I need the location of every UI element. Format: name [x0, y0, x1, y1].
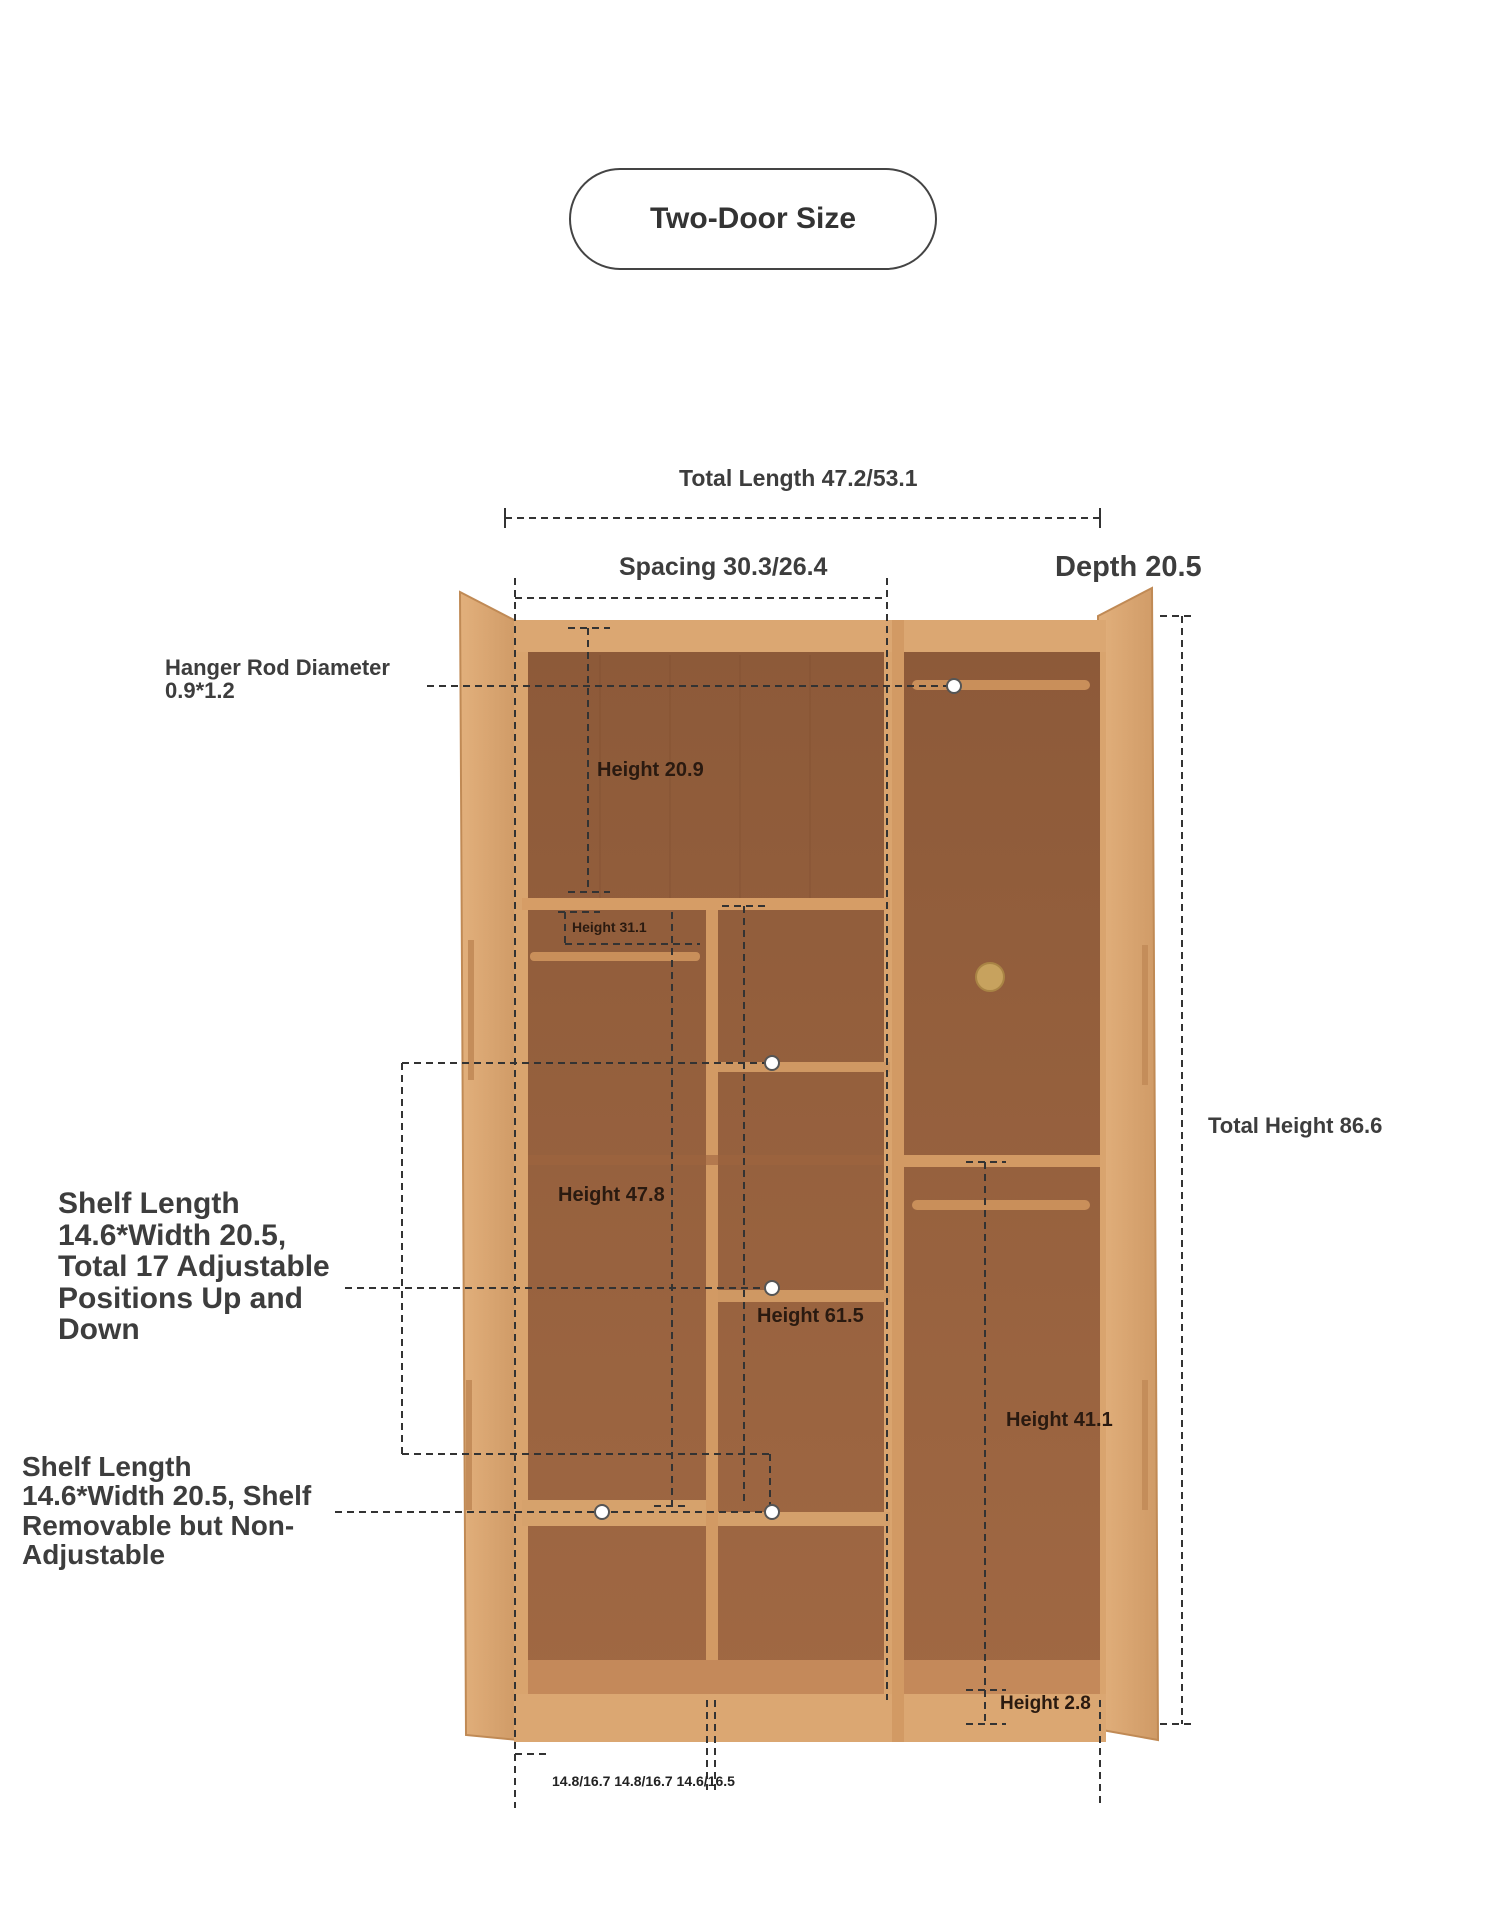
left-door [460, 592, 518, 1740]
height-41-1-label: Height 41.1 [1006, 1409, 1113, 1431]
depth-label: Depth 20.5 [1055, 551, 1202, 583]
spacing-label: Spacing 30.3/26.4 [619, 553, 828, 581]
height-61-5-label: Height 61.5 [757, 1305, 864, 1327]
height-47-8-label: Height 47.8 [558, 1184, 665, 1206]
bottom-widths-label: 14.8/16.7 14.8/16.7 14.6/16.5 [552, 1773, 735, 1789]
title-pill [569, 168, 937, 270]
right-cabinet [892, 620, 1106, 1742]
shelf-adjustable-label: Shelf Length 14.6*Width 20.5, Total 17 Adjustable Positions Up and Down [58, 1187, 330, 1346]
hanger-rod-label: Hanger Rod Diameter 0.9*1.2 [165, 655, 390, 704]
right-door [1098, 588, 1158, 1740]
height-2-8-label: Height 2.8 [1000, 1693, 1091, 1714]
shelf-fixed-label: Shelf Length 14.6*Width 20.5, Shelf Removable but Non-Adjustable [22, 1451, 312, 1571]
page-title: Two-Door Size [649, 202, 857, 235]
height-31-1-label: Height 31.1 [572, 919, 647, 935]
total-height-label: Total Height 86.6 [1208, 1113, 1383, 1138]
total-length-label: Total Length 47.2/53.1 [679, 465, 918, 491]
left-cabinet [514, 620, 894, 1742]
height-20-9-label: Height 20.9 [597, 759, 704, 781]
